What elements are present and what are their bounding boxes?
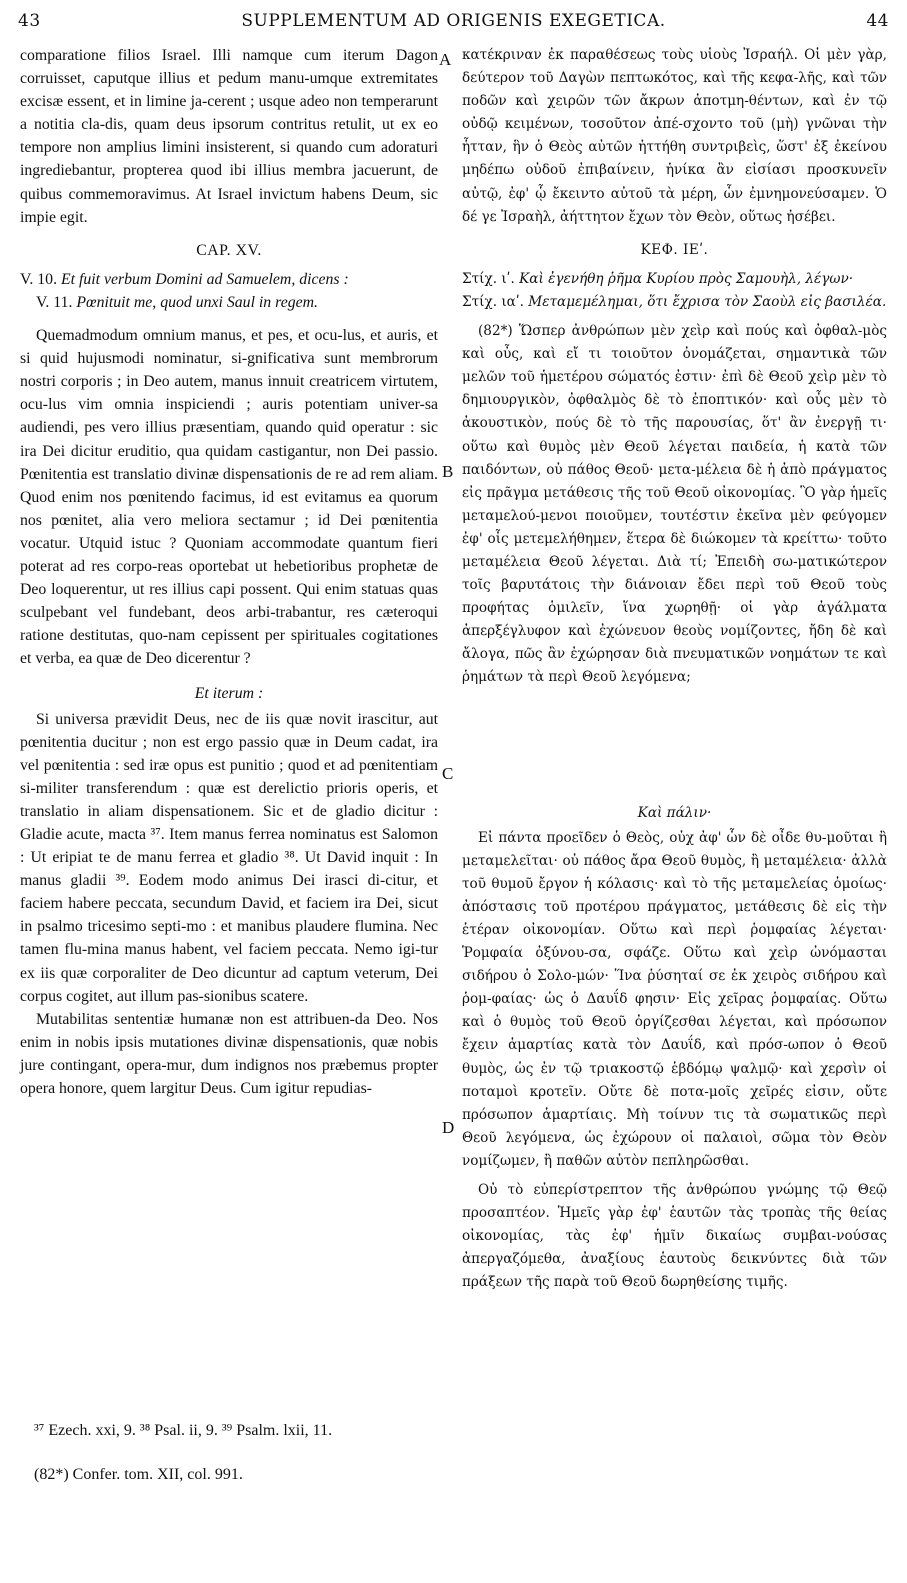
chapter-heading-latin: CAP. XV.	[196, 241, 262, 259]
verse-text: Pœnituit me, quod unxi Saul in regem.	[76, 293, 318, 311]
verse-10-latin	[20, 268, 438, 291]
running-title: SUPPLEMENTUM AD ORIGENIS EXEGETICA.	[241, 11, 666, 31]
verse-text: Et fuit verbum Domini ad Samuelem, dicens :	[60, 270, 349, 288]
verse-11-greek	[462, 291, 887, 314]
verse-number: Στίχ. ιαʹ.	[462, 293, 524, 310]
greek-column	[462, 44, 887, 1295]
kai-palin-heading: Καὶ πάλιν·	[637, 804, 712, 821]
page-number-left: 43	[18, 11, 41, 31]
et-iterum-heading: Et iterum :	[194, 685, 264, 703]
latin-column	[20, 44, 438, 1100]
greek-paragraph-4: Οὐ τὸ εὐπερίστρεπτον τῆς ἀνθρώπου γνώμης τῷ Θεῷ προσαπτέον. Ἡμεῖς γὰρ ἐφ' ἑαυτῶν τὰς τροπὰς τῆς θείας οἰκονομίας, τὰς ἐφ' ἡμῖν δικαίως συμβαι-νούσας ἀπεργαζόμεθα, ἀναξίους ἑαυτοὺς δεικνύντες διὰ τῶν πράξεων τῆς παρὰ τοῦ Θεοῦ δωρηθείσης τιμῆς.	[462, 1182, 887, 1291]
verse-number: Στίχ. ιʹ.	[462, 270, 515, 287]
margin-marker-a: A	[439, 50, 452, 69]
page-number-right: 44	[866, 11, 889, 31]
verse-number: V. 11.	[36, 293, 73, 311]
latin-paragraph-3: Si universa prævidit Deus, nec de iis quæ novit irascitur, aut pœnitentia ducitur ; non est ergo passio quæ in Deum cadat, ira vel pœnitentia : sed iræ opus est punitio ; quod et ad pœnitentiam si-militer transferendum : quæ est derelictio prioris operis, et translatio in aliam dispensationem. Sic et de gladio dicitur : Gladie acute, macta ³⁷. Item manus ferrea nominatus est Salomon : Ut eripiat te de manu ferrea et gladio ³⁸. Ut David inquit : In manus gladii ³⁹. Eodem modo animus Dei irasci di-citur, et faciem habere peccata, secundum David, et faciem ira Dei, sicut in psalmo tricesimo septi-mo : et manibus plaudere flumina. Nec tamen flu-mina manus habent, vel faciem peccata. Nemo igi-tur ex iis quæ corporaliter de Deo dicuntur ad captum veterum, Dei corpus cogitet, aut illum pas-sionibus scatere.	[20, 710, 438, 1005]
margin-marker-b: B	[442, 462, 454, 481]
chapter-heading-greek: ΚΕΦ. ΙΕʹ.	[640, 241, 709, 258]
latin-paragraph-1: comparatione filios Israel. Illi namque cum iterum Dagon corruisset, caputque illius et pedum manu-umque extremitates excisæ essent, et in limine ja-cerent ; usque adeo non temperarunt a notitia cla-dis, quam deus ipsorum contritus retulit, ut ex eo tempore non amplius limini insisterent, si quando cum adoraturi ingrediebantur, propterea quod ibi illius membra jacuerunt, de quibus commemoravimus. At Israel invictum habens Deum, sic impie egit.	[20, 47, 438, 226]
footnote-references: ³⁷ Ezech. xxi, 9. ³⁸ Psal. ii, 9. ³⁹ Psalm. lxii, 11.	[34, 1422, 333, 1439]
greek-paragraph-2: (82*) Ὥσπερ ἀνθρώπων μὲν χεὶρ καὶ πούς καὶ ὀφθαλ-μὸς καὶ οὖς, καὶ εἴ τι τοιοῦτον ὀνομάζεται, σημαντικὰ τῶν μελῶν τοῦ ἡμετέρου σώματός ἐστιν· ἐπὶ δὲ Θεοῦ χεὶρ μὲν τὸ δημιουργικὸν, ὀφθαλμὸς δὲ τὸ ἐποπτικόν· καὶ οὖς μὲν τὸ ἀκουστικὸν, πούς δὲ τὸ τῆς παρουσίας, ὅτ' ἂν ἐνεργῇ τι· οὕτω καὶ θυμὸς μὲν Θεοῦ λέγεται παιδεία, ἡ κατὰ τῶν παιδόντων, οὐ πάθος Θεοῦ· μετα-μέλεια δὲ ἡ ἀπὸ πράγματος εἰς πρᾶγμα μετάθεσις τῆς τοῦ Θεοῦ οἰκονομίας. Ὃ γὰρ ἡμεῖς μεταμελού-μενοι ποιοῦμεν, τουτέστιν ἐκεῖνα μὲν φεύγομεν ἐφ' οἷς μετεμελήθημεν, ἕτερα δὲ διώκομεν τὰ κρείττω· τοῦτο μεταμέλεια Θεοῦ λέγεται. Διὰ τί; Ἐπειδὴ σω-ματικώτερον τοῖς βαρυτάτοις τὴν διάνοιαν ἔδει περὶ τοῦ Θεοῦ τοὺς προφήτας ὁμιλεῖν, ἵνα χωρηθῇ· οἱ γὰρ ἀγάλματα ἀπερξέγλυφον καὶ ἐχώνευον θεοὺς νομίζοντες, ἤδη δὲ καὶ ἄλογα, πῶς ἂν ἐχώρησαν διὰ πνευματικῶν νοημάτων τε καὶ ῥημάτων τὰ περὶ Θεοῦ λεγόμενα;	[462, 323, 887, 686]
running-header	[18, 6, 889, 36]
verse-11-latin	[20, 291, 438, 314]
footnote-82: (82*) Confer. tom. XII, col. 991.	[34, 1466, 243, 1483]
greek-paragraph-3: Εἰ πάντα προεῖδεν ὁ Θεὸς, οὐχ ἀφ' ὧν δὲ οἶδε θυ-μοῦται ἢ μεταμελεῖται· οὐ πάθος ἄρα Θεοῦ θυμὸς, ἢ μεταμέλεια· ἀλλὰ τοῦ θυμοῦ ἔργον ἡ κόλασις· καὶ τὸ τῆς μεταμελείας ὁμοίως· ἀπόστασις τοῦ προτέρου πράγματος, μετάθεσις δὲ εἰς τὴν ἑτέραν οἰκονομίαν. Οὕτω καὶ περὶ ῥομφαίας λέγεται· Ῥομφαία ὀξύνου-σα, σφάζε. Οὕτω καὶ χεὶρ ὠνόμασται σιδήρου ὁ Σολο-μών· Ἵνα ῥύσηταί σε ἐκ χειρὸς σιδήρου καὶ ῥομ-φαίας· ὡς ὁ Δαυΐδ φησιν· Εἰς χεῖρας ῥομφαίας. Οὕτω καὶ ὁ θυμὸς τοῦ Θεοῦ ὀργίζεσθαι λέγεται, καὶ πρόσωπον ἔχειν ἁμαρτίας κατὰ τὸν Δαυΐδ, καὶ πρόσ-ωπον ὁ Θεοῦ θυμὸς, ὡς ἐν τῷ τριακοστῷ ἑβδόμῳ ψαλμῷ· καὶ χερσὶν οἱ ποταμοὶ κροτεῖν. Οὔτε δὲ ποτα-μοῖς χεῖρές εἰσιν, οὔτε πρόσωπον ἁμαρτίαις. Μὴ τοίνυν τις τὰ σωματικῶς περὶ Θεοῦ λεγόμενα, ὡς ἐχώρουν οἱ παλαιοὶ, σῶμα τὸν Θεὸν νομίζωμεν, ἢ παθῶν αὐτὸν πεπληρῶσθαι.	[462, 829, 887, 1169]
margin-marker-c: C	[442, 764, 454, 783]
latin-paragraph-2: Quemadmodum omnium manus, et pes, et ocu-lus, et auris, et si quid hujusmodi nominatur, si-gnificativa sunt membrorum nostri corporis ; in Deo autem, manus innuit creatricem virtutem, ocu-lus vim omnia inspiciendi ; auris potentiam univer-sa audiendi, pes vero illius præsentiam, quando quid operatur : sic ira Dei dicitur eruditio, qua quidam castigantur, non Dei passio. Pœnitentia est translatio divinæ dispensationis de re ad rem aliam. Quod enim nos pœnitendo facimus, id est evitamus ea quorum nos pœnitet, alia vero meliora sectamur ; id Dei pœnitentia vocatur. Utquid istuc ? Quoniam accommodate quantum fieri poterat ad res corpo-reas oportebat ut hebetioribus prophetæ de Deo loquerentur, ut res illius capi possent. Qui enim statuas quas sculpebant vel fundebant, deos arbi-trabantur, res cæteroqui ratione destitutas, quo-nam cepissent per spirituales cogitationes et verba, ea quæ de Deo dicerentur ?	[20, 327, 438, 668]
latin-paragraph-4: Mutabilitas sententiæ humanæ non est attribuen-da Deo. Nos enim in nobis ipsis mutationes divinæ dispensationis, quæ nobis jure contingant, opera-mur, dum indignos nos præbemus propter opera honore, quem largitur Deus. Cum igitur repudias-	[20, 1010, 438, 1098]
margin-marker-d: D	[442, 1118, 455, 1137]
verse-text: Μεταμεμέλημαι, ὅτι ἔχρισα τὸν Σαοὺλ εἰς βασιλέα.	[528, 293, 887, 310]
verse-number: V. 10.	[20, 270, 58, 288]
verse-10-greek	[462, 268, 887, 291]
verse-text: Καὶ ἐγενήθη ῥῆμα Κυρίου πρὸς Σαμουὴλ, λέγων·	[519, 270, 854, 287]
greek-paragraph-1: κατέκριναν ἐκ παραθέσεως τοὺς υἱοὺς Ἰσραήλ. Οἱ μὲν γὰρ, δεύτερον τοῦ Δαγὼν πεπτωκότος, καὶ τῆς κεφα-λῆς, καὶ τῶν ποδῶν καὶ χειρῶν τῶν ἄκρων ἀποτμη-θέντων, καὶ ἐν τῷ οὐδῷ κειμένων, τοσοῦτον ἀπέ-σχοντο τοῦ (μὴ) γνῶναι τὴν ἧτταν, ἣν ὁ Θεὸς αὐτῶν ἡττήθη συντριβεὶς, ὥστ' ἐξ ἐκείνου μηδέπω οὐδοῦ ἐπιβαίνειν, ἡνίκα ἂν εἰσίασι προσκυνεῖν αὐτῷ, ἐφ' ᾧ ἔκειντο αὐτοῦ τὰ μέρη, ὧν ἐμνημονεύσαμεν. Ὁ δέ γε Ἰσραὴλ, ἀήττητον ἔχων τὸν Θεὸν, οὕτως ἠσέβει.	[462, 47, 887, 225]
